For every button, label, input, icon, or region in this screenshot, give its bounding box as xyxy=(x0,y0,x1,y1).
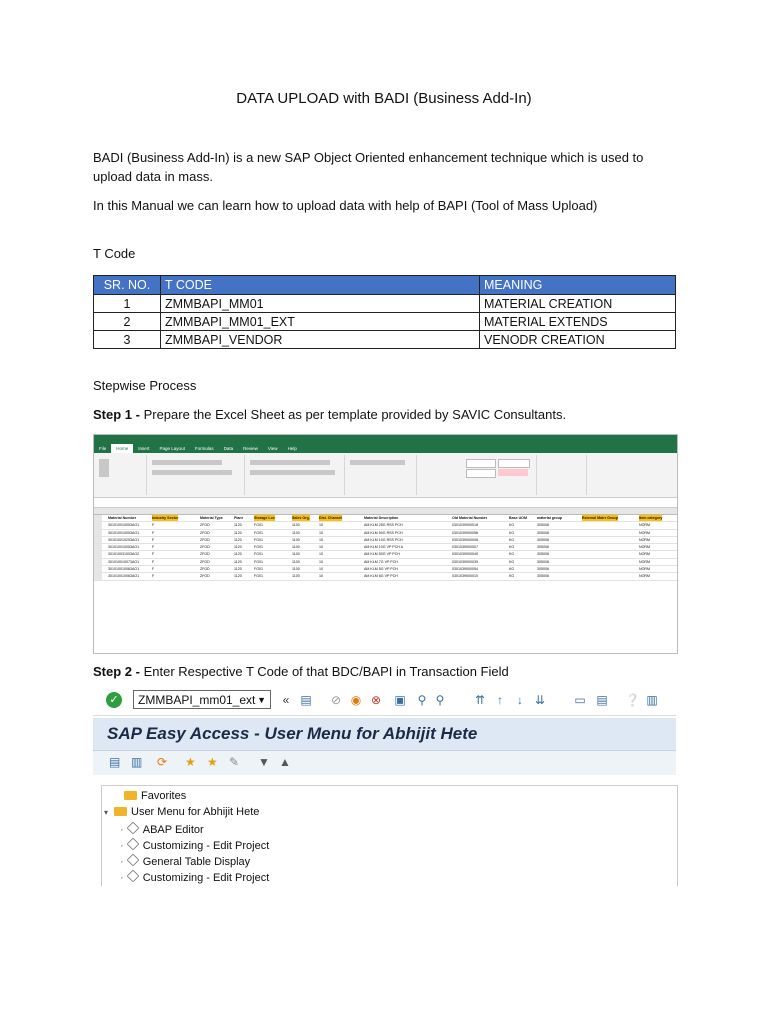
header-meaning: MEANING xyxy=(480,276,676,295)
sap-toolbar xyxy=(93,685,676,716)
excel-header-cell: Plant xyxy=(234,516,243,520)
find-icon[interactable]: ⚲ xyxy=(417,693,427,707)
save-icon[interactable]: ▤ xyxy=(300,693,312,707)
excel-cell[interactable]: ZFGD xyxy=(200,530,210,535)
excel-row-number xyxy=(94,522,102,528)
excel-cell[interactable]: 10 xyxy=(319,530,323,535)
excel-cell[interactable]: NORM xyxy=(639,552,650,557)
next-page-icon[interactable]: ↓ xyxy=(517,693,523,707)
excel-cell[interactable]: 10 xyxy=(319,537,323,542)
sap-title: SAP Easy Access - User Menu for Abhijit Hete xyxy=(107,724,478,743)
excel-cell[interactable]: 305006 xyxy=(537,545,549,550)
excel-cell[interactable]: AM KLM 25G RSS PCH xyxy=(364,523,403,528)
excel-cell[interactable]: 1100 xyxy=(292,574,300,579)
menu-icon[interactable]: ▤ xyxy=(109,755,121,769)
excel-header-cell: Storage Loc xyxy=(254,516,275,520)
excel-cell[interactable]: KG xyxy=(509,545,515,550)
excel-cell[interactable]: F xyxy=(152,552,155,557)
excel-row xyxy=(94,559,677,566)
new-session-icon[interactable]: ▭ xyxy=(574,693,586,707)
table-row xyxy=(94,313,676,331)
document-title: DATA UPLOAD with BADI (Business Add-In) xyxy=(236,90,532,107)
excel-tab[interactable]: Formulas xyxy=(194,446,214,451)
manual-paragraph: In this Manual we can learn how to upload data with help of BAPI (Tool of Mass Upload) xyxy=(93,198,598,213)
excel-cell[interactable]: ZFGD xyxy=(200,552,210,557)
excel-cell[interactable]: F xyxy=(152,537,155,542)
sap-menu-icon[interactable]: ▥ xyxy=(131,755,143,769)
excel-formula-bar[interactable] xyxy=(94,498,677,508)
excel-cell[interactable]: AM KLM 50G VP PCH xyxy=(364,552,400,557)
excel-cell[interactable]: ZFGD xyxy=(200,559,210,564)
excel-cell[interactable]: 0301039000049 xyxy=(452,552,478,557)
excel-header-cell: Sales Org. xyxy=(292,516,310,520)
excel-cell[interactable]: 301010010053AO1 xyxy=(108,530,140,535)
excel-cell[interactable]: KG xyxy=(509,530,515,535)
excel-tab[interactable]: Data xyxy=(223,446,234,451)
excel-cell[interactable]: 1120 xyxy=(234,523,242,528)
transaction-icon xyxy=(126,838,139,851)
excel-cell[interactable]: ZFGD xyxy=(200,574,210,579)
excel-cell[interactable]: FG01 xyxy=(254,537,263,542)
transaction-icon xyxy=(126,822,139,835)
shortcut-icon[interactable]: ▤ xyxy=(596,693,608,707)
excel-cell[interactable]: KG xyxy=(509,567,515,572)
tree-node-item[interactable]: · ABAP Editor xyxy=(120,822,204,836)
excel-cell[interactable]: KG xyxy=(509,552,515,557)
excel-cell[interactable]: 1100 xyxy=(292,545,300,550)
excel-cell[interactable]: 301010010253AO1 xyxy=(108,537,140,542)
table-cell: 1 xyxy=(94,295,161,313)
excel-cell[interactable]: F xyxy=(152,559,155,564)
excel-cell[interactable]: 301010010073AO1 xyxy=(108,559,140,564)
excel-ribbon-tabs xyxy=(94,444,677,453)
excel-row xyxy=(94,566,677,573)
ribbon-group xyxy=(146,455,245,495)
excel-cell[interactable]: NORM xyxy=(639,537,650,542)
header-tcode: T CODE xyxy=(161,276,480,295)
excel-cell[interactable]: 10 xyxy=(319,523,323,528)
excel-cell[interactable]: AM KLM 7G VP PCH xyxy=(364,559,398,564)
excel-tab[interactable]: Home xyxy=(111,444,133,453)
tree-node-item[interactable]: · Customizing - Edit Project xyxy=(120,870,269,884)
ribbon-group xyxy=(344,455,417,495)
excel-tab[interactable]: Page Layout xyxy=(159,446,185,451)
excel-cell[interactable]: 10 xyxy=(319,552,323,557)
sap-menu-tree xyxy=(101,785,678,886)
user-menu-label: User Menu for Abhijit Hete xyxy=(131,806,260,818)
excel-row xyxy=(94,573,677,580)
tree-item-label: General Table Display xyxy=(142,856,251,868)
excel-cell[interactable]: KG xyxy=(509,574,515,579)
excel-cell[interactable]: 0301039000010 xyxy=(452,574,478,579)
excel-cell[interactable]: F xyxy=(152,574,155,579)
intro-paragraph: BADI (Business Add-In) is a new SAP Object Oriented enhancement technique which is used to upload data in mass. xyxy=(93,150,644,184)
excel-tab[interactable]: Insert xyxy=(138,446,150,451)
transaction-icon xyxy=(126,854,139,867)
excel-cell[interactable]: NORM xyxy=(639,545,650,550)
business-workplace-icon[interactable]: ⟳ xyxy=(157,755,168,769)
excel-cell[interactable]: 305006 xyxy=(537,530,549,535)
excel-tab[interactable]: View xyxy=(267,446,278,451)
tree-item-label: Customizing - Edit Project xyxy=(142,872,270,884)
excel-cell[interactable]: AM KLM 10G RSS PCH xyxy=(364,537,403,542)
first-page-icon[interactable]: ⇈ xyxy=(474,693,486,707)
excel-cell[interactable]: 1120 xyxy=(234,567,242,572)
excel-header-cell: Material Number xyxy=(108,516,137,520)
excel-cell[interactable]: NORM xyxy=(639,559,650,564)
ribbon-group xyxy=(536,455,587,495)
excel-tab[interactable]: File xyxy=(99,446,107,451)
excel-cell[interactable]: 1100 xyxy=(292,537,300,542)
step2-text xyxy=(93,664,509,679)
excel-cell[interactable]: 1120 xyxy=(234,530,242,535)
excel-row-number xyxy=(94,559,102,565)
excel-cell[interactable]: F xyxy=(152,530,155,535)
change-favorite-icon[interactable]: ✎ xyxy=(229,755,240,769)
find-next-icon[interactable]: ⚲ xyxy=(435,693,445,707)
table-cell: 2 xyxy=(94,313,161,331)
ribbon-group xyxy=(244,455,345,495)
excel-cell[interactable]: 10 xyxy=(319,545,323,550)
excel-ribbon xyxy=(94,453,677,498)
help-icon[interactable]: ❔ xyxy=(625,693,640,707)
excel-cell[interactable]: 1100 xyxy=(292,523,300,528)
excel-row-number xyxy=(94,530,102,536)
excel-cell[interactable]: ZFGD xyxy=(200,545,210,550)
excel-cell[interactable]: F xyxy=(152,523,155,528)
step1-body: Prepare the Excel Sheet as per template provided by SAVIC Consultants. xyxy=(139,407,567,422)
tree-node-item[interactable]: · General Table Display xyxy=(120,854,250,868)
excel-cell[interactable]: AM KLM 50G RSS PCH xyxy=(364,530,403,535)
excel-header-cell: External Matrr Group xyxy=(582,516,618,520)
tree-node-user-menu[interactable] xyxy=(104,806,259,818)
excel-cell[interactable]: F xyxy=(152,567,155,572)
table-cell: ZMMBAPI_VENDOR xyxy=(161,331,480,349)
excel-header-cell: material group xyxy=(537,516,562,520)
layout-menu-icon[interactable]: ▥ xyxy=(646,693,658,707)
transaction-value: ZMMBAPI_mm01_ext xyxy=(138,693,256,707)
table-row xyxy=(94,331,676,349)
step2-label: Step 2 - xyxy=(93,664,140,679)
excel-cell[interactable]: FG01 xyxy=(254,552,263,557)
excel-header-cell: Base UOM xyxy=(509,516,527,520)
excel-header-row xyxy=(94,515,677,522)
excel-row xyxy=(94,522,677,529)
excel-title-bar xyxy=(94,435,677,444)
table-cell: 3 xyxy=(94,331,161,349)
excel-row-number xyxy=(94,551,102,557)
transaction-field[interactable] xyxy=(133,690,271,709)
last-page-icon[interactable]: ⇊ xyxy=(534,693,546,707)
excel-cell[interactable]: 0301039000018 xyxy=(452,523,478,528)
excel-cell[interactable]: FG01 xyxy=(254,574,263,579)
excel-cell[interactable]: 0301039000056 xyxy=(452,530,478,535)
table-row xyxy=(94,295,676,313)
excel-cell[interactable]: AM KLM 5G VP PCH xyxy=(364,567,398,572)
tree-node-favorites[interactable] xyxy=(114,790,186,802)
add-favorite-icon[interactable]: ★ xyxy=(185,755,196,769)
excel-cell[interactable]: 301010010053AO1 xyxy=(108,523,140,528)
excel-cell[interactable]: 1120 xyxy=(234,552,242,557)
tcode-heading: T Code xyxy=(93,246,136,261)
stepwise-heading: Stepwise Process xyxy=(93,378,197,393)
excel-cell[interactable]: 1120 xyxy=(234,537,242,542)
excel-cell[interactable]: 0301039000007 xyxy=(452,545,478,550)
excel-screenshot xyxy=(93,434,678,654)
cancel-icon[interactable]: ⊗ xyxy=(370,693,382,707)
excel-cell[interactable]: KG xyxy=(509,537,515,542)
table-header-row xyxy=(94,276,676,295)
excel-cell[interactable]: 10 xyxy=(319,574,323,579)
excel-cell[interactable]: NORM xyxy=(639,523,650,528)
excel-cell[interactable]: 301010010083AO1 xyxy=(108,567,140,572)
sap-application-toolbar xyxy=(93,751,676,775)
tcode-table xyxy=(93,275,676,349)
step1-text xyxy=(93,407,566,422)
table-cell: ZMMBAPI_MM01_EXT xyxy=(161,313,480,331)
excel-tab[interactable]: Review xyxy=(243,446,258,451)
excel-cell[interactable]: AM KLM 6G VP PCH xyxy=(364,574,398,579)
excel-header-cell: Material Description xyxy=(364,516,399,520)
excel-cell[interactable]: KG xyxy=(509,559,515,564)
excel-cell[interactable]: NORM xyxy=(639,567,650,572)
excel-header-cell: Old Material Number xyxy=(452,516,488,520)
excel-cell[interactable]: 1100 xyxy=(292,552,300,557)
excel-cell[interactable]: 1100 xyxy=(292,567,300,572)
excel-cell[interactable]: 305006 xyxy=(537,523,549,528)
excel-cell[interactable]: 0301039000054 xyxy=(452,567,478,572)
excel-cell[interactable]: 1120 xyxy=(234,545,242,550)
ribbon-group xyxy=(416,455,537,495)
step1-label: Step 1 - xyxy=(93,407,140,422)
excel-cell[interactable]: AM KLM 10G VP PCH A xyxy=(364,545,404,550)
excel-cell[interactable]: 301010031003AO2 xyxy=(108,552,140,557)
excel-row-number xyxy=(94,537,102,543)
excel-row xyxy=(94,551,677,558)
ribbon-group xyxy=(94,455,147,495)
previous-page-icon[interactable]: ↑ xyxy=(497,693,503,707)
tree-node-item[interactable]: · Customizing - Edit Project xyxy=(120,838,269,852)
excel-cell[interactable]: 305006 xyxy=(537,567,549,572)
excel-cell[interactable]: ZFGD xyxy=(200,537,210,542)
delete-favorite-icon[interactable]: ★ xyxy=(207,755,218,769)
excel-cell[interactable]: FG01 xyxy=(254,523,263,528)
table-cell: MATERIAL EXTENDS xyxy=(480,313,676,331)
sap-screenshot xyxy=(93,685,676,885)
excel-cell[interactable]: 301010010053AO1 xyxy=(108,545,140,550)
excel-header-cell: Dist. Channel xyxy=(319,516,342,520)
excel-cell[interactable]: FG01 xyxy=(254,530,263,535)
expand-arrow-icon[interactable]: ▾ xyxy=(104,808,109,817)
excel-cell[interactable]: ZFGD xyxy=(200,567,210,572)
excel-cell[interactable]: 301010010063AO1 xyxy=(108,574,140,579)
excel-cell[interactable]: KG xyxy=(509,523,515,528)
tree-item-label: ABAP Editor xyxy=(142,824,204,836)
excel-cell[interactable]: F xyxy=(152,545,155,550)
excel-cell[interactable]: FG01 xyxy=(254,559,263,564)
excel-cell[interactable]: 0301039000008 xyxy=(452,537,478,542)
back-icon[interactable]: « xyxy=(282,693,290,707)
excel-row xyxy=(94,544,677,551)
header-sr-no: SR. NO. xyxy=(94,276,161,295)
excel-cell[interactable]: 1100 xyxy=(292,559,300,564)
excel-cell[interactable]: ZFGD xyxy=(200,523,210,528)
move-down-icon[interactable]: ▼ xyxy=(258,755,270,769)
excel-cell[interactable]: 10 xyxy=(319,567,323,572)
excel-header-cell: Item category xyxy=(639,516,663,520)
excel-header-cell: Industry Sector xyxy=(152,516,179,520)
excel-cell[interactable]: NORM xyxy=(639,574,650,579)
excel-row xyxy=(94,530,677,537)
enter-check-icon[interactable]: ✓ xyxy=(106,692,122,708)
tree-item-label: Customizing - Edit Project xyxy=(142,840,270,852)
excel-row-number xyxy=(94,573,102,579)
dropdown-arrow-icon[interactable]: ▼ xyxy=(257,695,266,705)
excel-cell[interactable]: 305006 xyxy=(537,574,549,579)
transaction-icon xyxy=(126,870,139,883)
table-cell: ZMMBAPI_MM01 xyxy=(161,295,480,313)
exit-icon[interactable]: ◉ xyxy=(350,693,362,707)
excel-cell[interactable]: 10 xyxy=(319,559,323,564)
back-nav-icon[interactable]: ⊘ xyxy=(330,693,342,707)
excel-cell[interactable]: 305006 xyxy=(537,537,549,542)
sap-title-bar xyxy=(93,718,676,751)
print-icon[interactable]: ▣ xyxy=(394,693,406,707)
folder-icon xyxy=(124,791,137,800)
excel-cell[interactable]: 1100 xyxy=(292,530,300,535)
excel-cell[interactable]: 305006 xyxy=(537,559,549,564)
excel-cell[interactable]: FG01 xyxy=(254,545,263,550)
excel-cell[interactable]: 1120 xyxy=(234,574,242,579)
excel-row-number xyxy=(94,544,102,550)
excel-cell[interactable]: 0301039000039 xyxy=(452,559,478,564)
excel-cell[interactable]: NORM xyxy=(639,530,650,535)
open-folder-icon xyxy=(114,807,127,816)
excel-cell[interactable]: 305006 xyxy=(537,552,549,557)
excel-grid xyxy=(94,508,677,581)
step2-body: Enter Respective T Code of that BDC/BAPI in Transaction Field xyxy=(139,664,509,679)
excel-row-number xyxy=(94,566,102,572)
excel-header-cell: Material Type xyxy=(200,516,223,520)
table-cell: VENODR CREATION xyxy=(480,331,676,349)
favorites-label: Favorites xyxy=(141,790,187,802)
excel-column-headers xyxy=(94,508,677,515)
excel-cell[interactable]: 1120 xyxy=(234,559,242,564)
excel-row xyxy=(94,537,677,544)
ribbon-group xyxy=(586,455,676,495)
excel-tab[interactable]: Help xyxy=(287,446,297,451)
excel-data-rows xyxy=(94,522,677,580)
table-cell: MATERIAL CREATION xyxy=(480,295,676,313)
move-up-icon[interactable]: ▲ xyxy=(279,755,291,769)
excel-cell[interactable]: FG01 xyxy=(254,567,263,572)
